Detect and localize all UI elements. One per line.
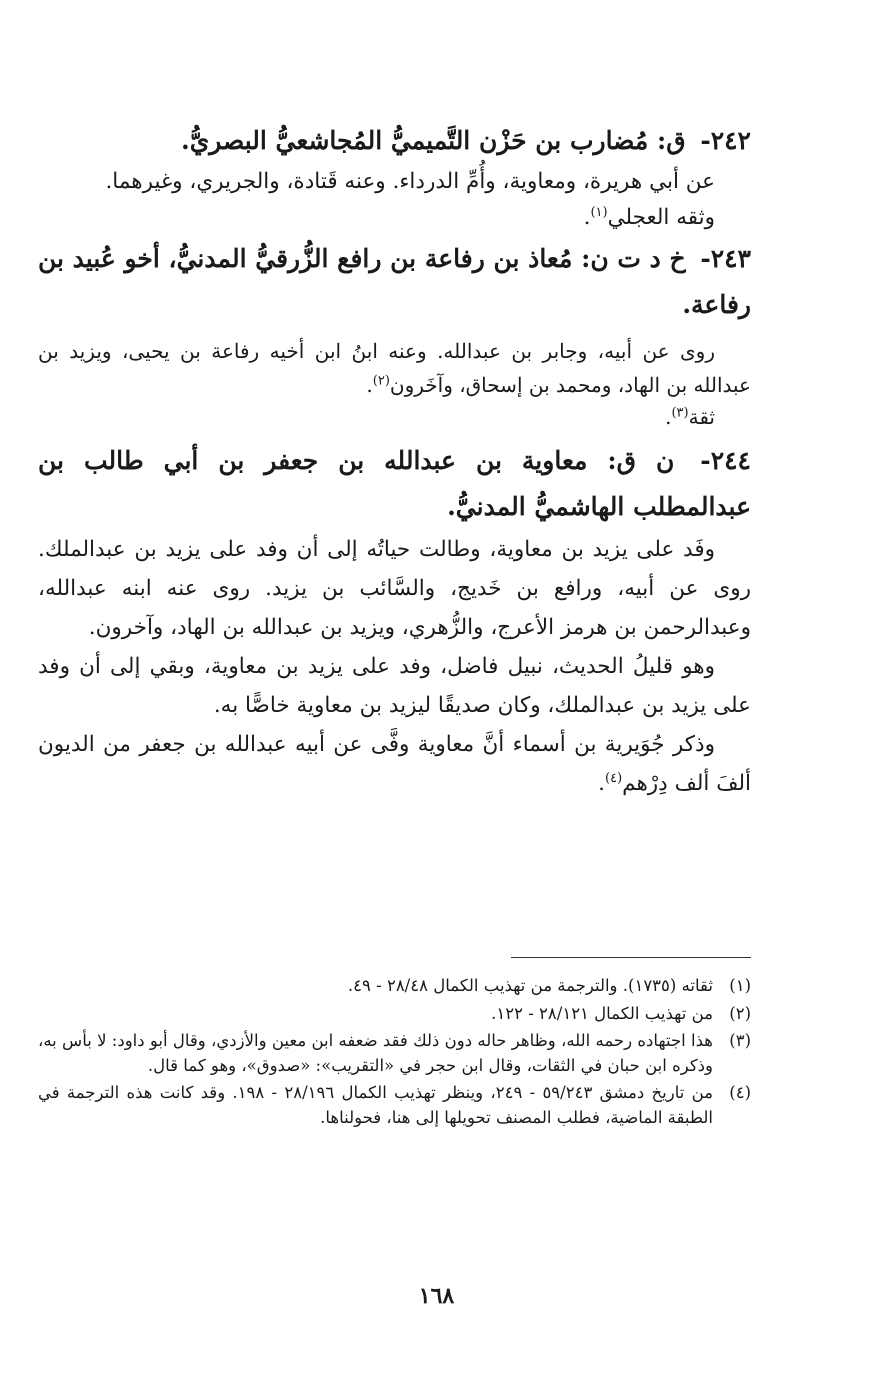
footnote-ref: (١)	[590, 204, 608, 220]
entry-244	[38, 438, 751, 803]
footnote-2	[38, 1002, 751, 1027]
footnote-4	[38, 1081, 751, 1130]
footnote-text: ثقاته (١٧٣٥). والترجمة من تهذيب الكمال ٢٨/٤٨ - ٤٩.	[347, 976, 713, 995]
entry-number: ٢٤٤-	[700, 446, 751, 475]
entry-paragraph	[38, 647, 751, 725]
entry-number: ٢٤٢-	[700, 126, 751, 155]
entry-243	[38, 236, 751, 432]
footnote-marker: (٢)	[729, 1003, 751, 1023]
paragraph-text: ثقة	[688, 405, 715, 429]
entry-242	[38, 118, 751, 236]
footnote-divider	[511, 957, 751, 958]
footnote-ref: (٢)	[372, 373, 390, 389]
footnote-text: هذا اجتهاده رحمه الله، وظاهر حاله دون ذلك فقد ضعفه ابن معين والأزدي، وقال أبو داود: لا بأس به، وذكره ابن حبان في الثقات، وقال ابن حجر في «التقريب»: «صدوق»، وهو كما قال.	[38, 1031, 713, 1075]
footnote-marker: (١)	[729, 976, 751, 995]
paragraph-tail: .	[366, 373, 373, 397]
entry-paragraph	[38, 530, 751, 647]
footnote-3	[38, 1029, 751, 1078]
paragraph-text: عن أبي هريرة، ومعاوية، وأُمِّ الدرداء. وعنه قَتادة، والجريري، وغيرهما.	[105, 169, 715, 194]
entry-title: خ د ت ن: مُعاذ بن رفاعة بن رافع الزُّرقيُّ المدنيُّ، أخو عُبيد بن رفاعة.	[37, 244, 751, 319]
entry-heading	[38, 118, 751, 164]
entry-paragraph	[38, 334, 751, 402]
paragraph-tail: .	[598, 771, 606, 796]
paragraph-text: روى عن أبيه، وجابر بن عبدالله. وعنه ابنُ ابن أخيه رفاعة بن يحيى، ويزيد بن عبدالله بن الهاد، ومحمد بن إسحاق، وآخَرون	[38, 339, 751, 397]
entry-title: ن ق: معاوية بن عبدالله بن جعفر بن أبي طالب بن عبدالمطلب الهاشميُّ المدنيُّ.	[38, 446, 751, 521]
entry-paragraph	[38, 164, 751, 200]
footnote-ref: (٣)	[671, 405, 689, 421]
footnotes	[38, 974, 751, 1133]
footnote-1	[38, 974, 751, 999]
entry-paragraph	[38, 402, 751, 432]
paragraph-text: وذكر جُوَيرية بن أسماء أنَّ معاوية وفَّى عن أبيه عبدالله بن جعفر من الديون ألفَ ألف دِرْهم	[38, 732, 751, 796]
page-number: ١٦٨	[418, 1283, 455, 1309]
paragraph-text: وثقه العجلي	[607, 205, 715, 230]
entry-number: ٢٤٣-	[700, 244, 751, 273]
footnote-marker: (٤)	[729, 1083, 751, 1102]
paragraph-tail: .	[583, 205, 591, 230]
footnote-text: من تاريخ دمشق ٥٩/٢٤٣ - ٢٤٩، وينظر تهذيب الكمال ٢٨/١٩٦ - ١٩٨. وقد كانت هذه الترجمة في الطبقة الماضية، فطلب المصنف تحويلها إلى هنا، فحولناها.	[38, 1083, 713, 1127]
entry-paragraph	[38, 200, 751, 236]
paragraph-tail: .	[665, 405, 672, 429]
paragraph-text: وفَد على يزيد بن معاوية، وطالت حياتُه إلى أن وفد على يزيد بن عبدالملك. روى عن أبيه، ورافع بن خَديج، والسَّائب بن يزيد. روى عنه ابنه عبدالله، وعبدالرحمن بن هرمز الأعرج، والزُّهري، ويزيد بن عبدالله بن الهاد، وآخرون.	[38, 537, 751, 640]
entry-paragraph	[38, 725, 751, 803]
paragraph-text: وهو قليلُ الحديث، نبيل فاضل، وفد على يزيد بن معاوية، وبقي إلى أن وفد على يزيد بن عبدالملك، وكان صديقًا ليزيد بن معاوية خاصًّا به.	[38, 654, 751, 718]
entry-heading	[38, 236, 751, 328]
entry-title: ق: مُضارب بن حَزْن التَّميميُّ المُجاشعيُّ البصريُّ.	[180, 126, 686, 155]
entry-heading	[38, 438, 751, 530]
footnote-marker: (٣)	[729, 1031, 751, 1050]
footnote-text: من تهذيب الكمال ٢٨/١٢١ - ١٢٢.	[491, 1003, 713, 1023]
footnote-ref: (٤)	[605, 770, 623, 786]
